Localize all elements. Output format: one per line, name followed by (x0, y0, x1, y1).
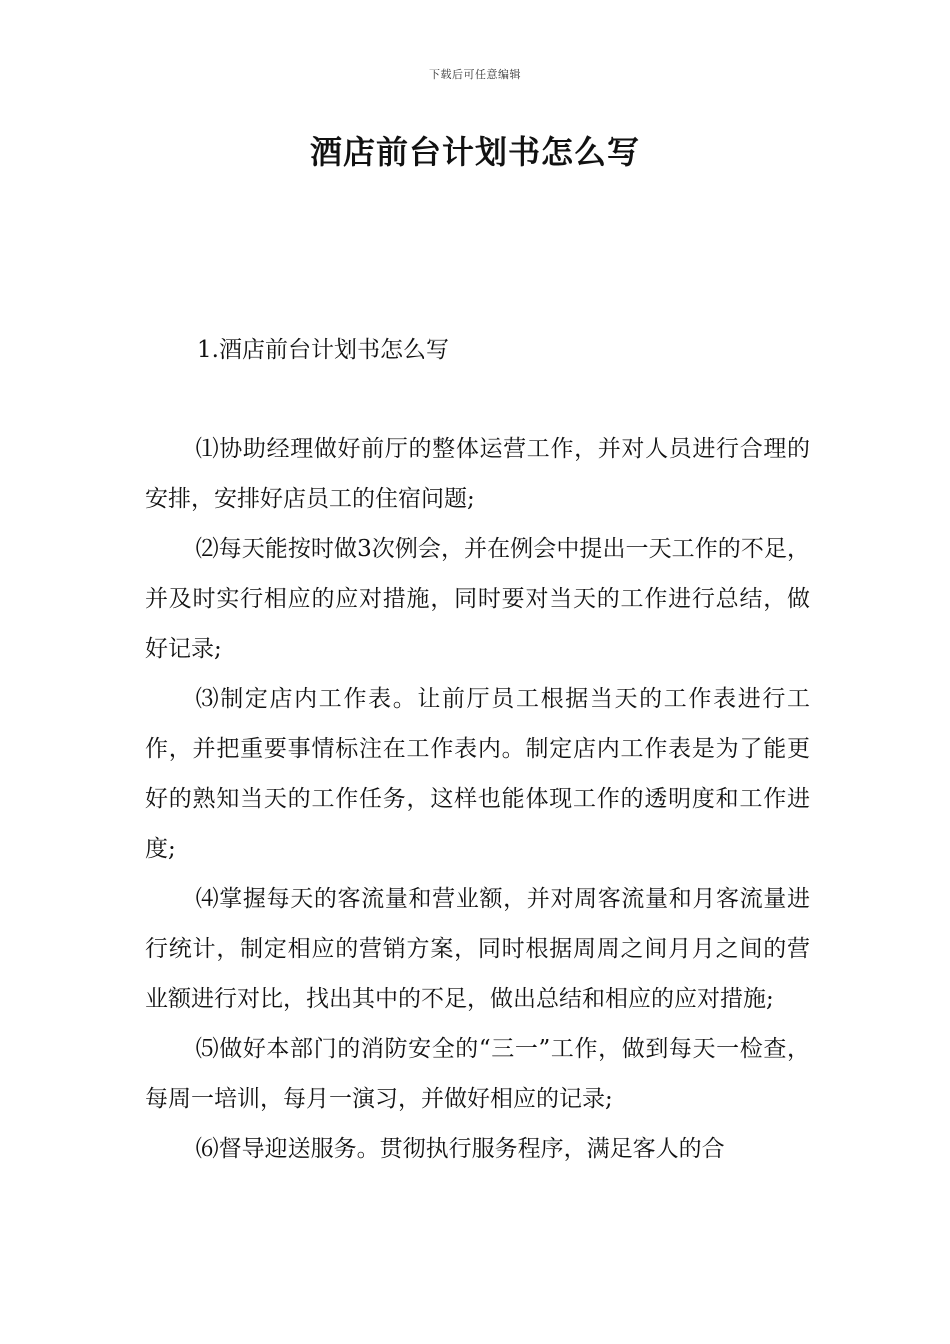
header-note: 下载后可任意编辑 (429, 68, 521, 81)
paragraph-1: ⑴协助经理做好前厅的整体运营工作，并对人员进行合理的安排，安排好店员工的住宿问题; (145, 436, 810, 512)
paragraph-6: ⑹督导迎送服务。贯彻执行服务程序，满足客人的合 (195, 1136, 725, 1162)
document-title: 酒店前台计划书怎么写 (309, 133, 640, 171)
document-body (145, 424, 810, 1174)
paragraph-3: ⑶制定店内工作表。让前厅员工根据当天的工作表进行工作，并把重要事情标注在工作表内。制定店内工作表是为了能更好的熟知当天的工作任务，这样也能体现工作的透明度和工作进度; (145, 686, 810, 862)
paragraph-2: ⑵每天能按时做3次例会，并在例会中提出一天工作的不足，并及时实行相应的应对措施，同时要对当天的工作进行总结，做好记录; (145, 536, 810, 662)
section-heading: 1.酒店前台计划书怎么写 (197, 337, 449, 363)
paragraph-5: ⑸做好本部门的消防安全的“三一”工作，做到每天一检查，每周一培训，每月一演习，并做好相应的记录; (145, 1036, 810, 1112)
paragraph-4: ⑷掌握每天的客流量和营业额，并对周客流量和月客流量进行统计，制定相应的营销方案，同时根据周周之间月月之间的营业额进行对比，找出其中的不足，做出总结和相应的应对措施; (145, 886, 810, 1012)
